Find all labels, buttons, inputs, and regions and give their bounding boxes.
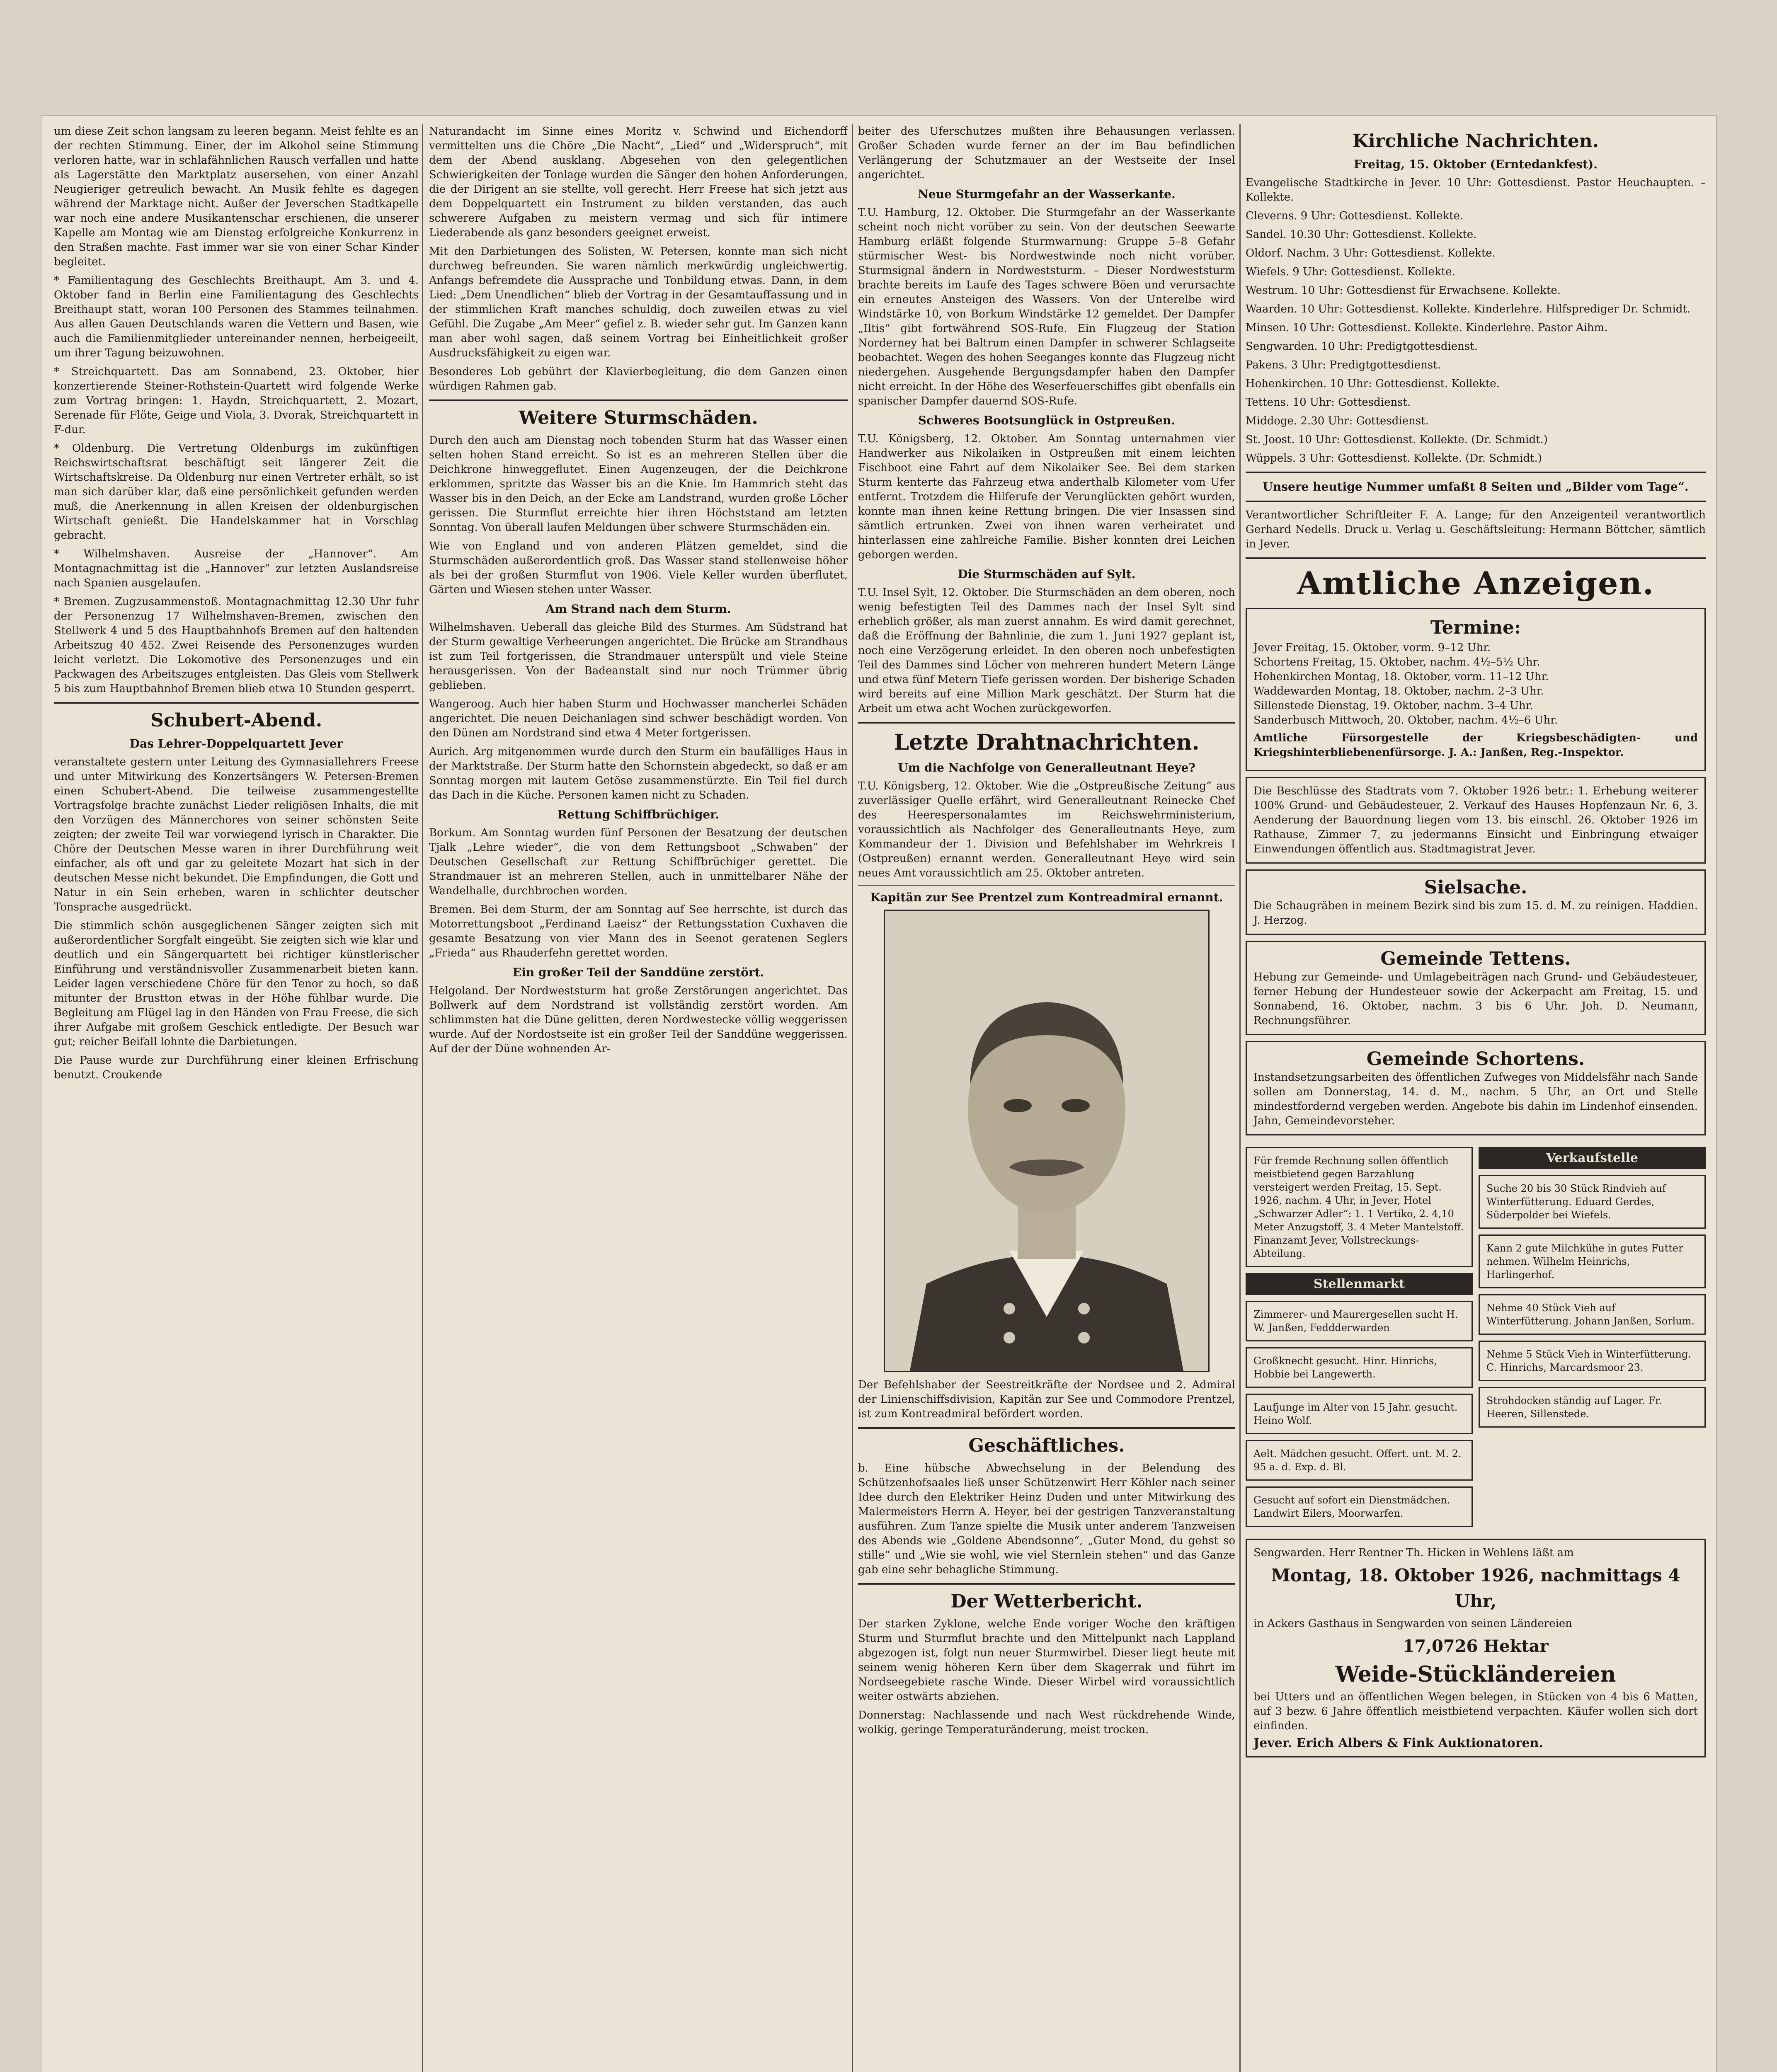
column-1 <box>54 124 419 2072</box>
auction-place: in Ackers Gasthaus in Sengwarden von seinen Ländereien <box>1253 1617 1572 1630</box>
church-line: Tettens. 10 Uhr: Gottesdienst. <box>1246 396 1411 409</box>
portrait-illustration <box>885 911 1208 1371</box>
article-paragraph: Naturandacht im Sinne eines Moritz v. Schwind und Eichendorff vermittelten uns die Chöre „Die Nacht“, „Lied“ und „Widerspruch“, mit dem der Abend ausklang. Abgesehen von den gelegentlichen Schwierigkeiten der Tonlage wurden die Sänger den hohen Anforderungen, die der Dirigent an sie stellte, voll gerecht. Herr Freese hat sich jetzt aus dem Doppelquartett ein Instrument zu bilden verstanden, das auch schwerere Aufgaben zu meistern vermag und sich für intimere Liederabende als ganz besonders geeignet erweist. <box>429 125 848 239</box>
sielsache-box <box>1246 869 1706 935</box>
subheading: Ein großer Teil der Sanddüne zerstört. <box>512 966 764 979</box>
article-paragraph: Helgoland. Der Nordweststurm hat große Zerstörungen angerichtet. Das Bollwerk auf dem Nordstrand ist vollständig zerstört worden. Am schlimmsten hat die Düne gelitten, deren Nordwestecke völlig weggerissen wurde. Auf der Nordostseite ist ein großer Teil der Sanddüne weggerissen. Auf der der Düne wohnenden Ar- <box>429 985 848 1055</box>
column-3 <box>858 124 1235 2072</box>
schortens-box <box>1246 1041 1706 1135</box>
article-paragraph: Aurich. Arg mitgenommen wurde durch den Sturm ein baufälliges Haus in der Marktstraße. Der Sturm hatte den Schornstein abgedeckt, so daß er am Sonntag morgen mit lautem Getöse zusammenstürzte. Ein Teil fiel durch das Dach in die Küche. Personen kamen nicht zu Schaden. <box>429 746 848 801</box>
column-rule <box>1239 124 1241 2072</box>
article-paragraph: Wangeroog. Auch hier haben Sturm und Hochwasser mancherlei Schäden angerichtet. Die neuen Deichanlagen sind schwer beschädigt worden. Von den Dünen am Nordstrand sind etwa 4 Meter fortgerissen. <box>429 698 848 739</box>
heading-amtliche-anzeigen: Amtliche Anzeigen. <box>1297 565 1655 602</box>
church-line: Minsen. 10 Uhr: Gottesdienst. Kollekte. Kinderlehre. Pastor Aihm. <box>1246 322 1608 334</box>
ad-rindvieh: Suche 20 bis 30 Stück Rindvieh auf Winterfütterung. Eduard Gerdes, Süderpolder bei Wiefels. <box>1479 1175 1706 1229</box>
auction-title: Weide-Stückländereien <box>1335 1662 1616 1687</box>
subheading: Kapitän zur See Prentzel zum Kontreadmiral ernannt. <box>870 891 1223 904</box>
subheading: Rettung Schiffbrüchiger. <box>557 808 720 821</box>
heading-kirchliche: Kirchliche Nachrichten. <box>1352 131 1599 152</box>
tettens-box <box>1246 941 1706 1035</box>
termine-line: Waddewarden Montag, 18. Oktober, nachm. 2–3 Uhr. <box>1253 685 1544 697</box>
ad-dienstmaedchen: Gesucht auf sofort ein Dienstmädchen. Landwirt Eilers, Moorwarfen. <box>1246 1486 1473 1527</box>
article-paragraph: Die Pause wurde zur Durchführung einer kleinen Erfrischung benutzt. Croukende <box>54 1054 419 1081</box>
auction-ad <box>1246 1539 1706 1757</box>
ad-versteigerung: Für fremde Rechnung sollen öffentlich meistbietend gegen Barzahlung versteigert werden Freitag, 15. Sept. 1926, nachm. 4 Uhr, in Jever, Hotel „Schwarzer Adler“: 1. 1 Vertiko, 2. 4,10 Meter Anzugstoff, 3. 4 Meter Mantelstoff. Finanzamt Jever, Vollstreckungs-Abteilung. <box>1246 1147 1473 1267</box>
auction-signature: Jever. Erich Albers & Fink Auktionatoren. <box>1253 1736 1543 1750</box>
heading-geschaeftliches: Geschäftliches. <box>968 1435 1125 1456</box>
ad-vieh-40: Nehme 40 Stück Vieh auf Winterfütterung. Johann Janßen, Sorlum. <box>1479 1294 1706 1335</box>
church-line: Waarden. 10 Uhr: Gottesdienst. Kollekte. Kinderlehre. Hilfsprediger Dr. Schmidt. <box>1246 303 1691 315</box>
article-paragraph: veranstaltete gestern unter Leitung des Gymnasiallehrers Freese und unter Mitwirkung des Konzertsängers W. Petersen-Bremen einen Schubert-Abend. Die teilweise zusammengestellte Vortragsfolge brachte zunächst Lieder religiösen Inhalts, die mit den Vorzügen des Männerchores von seiner schönsten Seite zeigten; der zweite Teil war vorwiegend lyrisch in Charakter. Die Chöre der Deutschen Messe waren in ihrer Durchführung weit einfacher, als oft und gar zu geleitete Mozart hat sich in der deutschen Messe nicht bekundet. Die Empfindungen, die Gott und Natur in ein Sein erheben, waren in schlichter deutscher Tonsprache ausgedrückt. <box>54 756 419 913</box>
church-line: Cleverns. 9 Uhr: Gottesdienst. Kollekte. <box>1246 210 1464 222</box>
admiral-portrait <box>884 910 1210 1372</box>
verkauf-banner: Verkaufstelle <box>1479 1147 1706 1169</box>
heading-drahtnachrichten: Letzte Drahtnachrichten. <box>894 730 1200 755</box>
article-paragraph: Die stimmlich schön ausgeglichenen Sänger zeigten sich mit außerordentlicher Sorgfalt eingeübt. Sie zeigten sich wie klar und deutlich und ein Sängerquartett bei richtiger künstlerischer Einführung und verständnisvoller Zusammenarbeit bieten kann. Leider lagen verschiedene Chöre für den Tenor zu hoch, so daß mitunter der Brustton etwas in der Höhe fühlbar wurde. Die Begleitung am Flügel lag in den Händen von Frau Freese, die sich ihrer Aufgabe mit großem Geschick entledigte. Der Besuch war gut; reicher Beifall lohnte die Darbietungen. <box>54 920 419 1048</box>
section-divider <box>858 722 1235 724</box>
article-paragraph: Der starken Zyklone, welche Ende voriger Woche den kräftigen Sturm und Sturmflut brachte und den Mittelpunkt nach Lappland abgezogen ist, folgt nun neuer Sturmwirbel. Dieser liegt heute mit seinem wenig höheren Kern über dem Skagerrak und führt im Nordseegebiete rasche Winde. Dieser Wirbel wird voraussichtlich weiter ostwärts abziehen. <box>858 1618 1235 1703</box>
termine-line: Sillenstede Dienstag, 19. Oktober, nachm. 3–4 Uhr. <box>1253 700 1533 712</box>
section-divider <box>858 1583 1235 1585</box>
article-paragraph: * Bremen. Zugzusammenstoß. Montagnachmittag 12.30 Uhr fuhr der Personenzug 17 Wilhelmshaven-Bremen, zwischen den Stellwerk 4 und 5 des Hauptbahnhofs Bremen auf den haltenden Arbeitszug 40 452. Zwei Reisende des Personenzuges wurden leicht verletzt. Die Lokomotive des Personenzuges und ein Packwagen des Arbeitszuges entgleisten. Das Gleis vom Stellwerk 5 bis zum Hauptbahnhof Bremen blieb etwa 10 Stunden gesperrt. <box>54 595 419 695</box>
column-2 <box>429 124 848 2072</box>
section-divider <box>1246 501 1706 502</box>
subheading: Neue Sturmgefahr an der Wasserkante. <box>918 187 1176 201</box>
subheading: Schweres Bootsunglück in Ostpreußen. <box>918 414 1176 427</box>
section-divider <box>1246 472 1706 473</box>
termine-title: Termine: <box>1430 617 1521 638</box>
subheading: Die Sturmschäden auf Sylt. <box>958 567 1136 581</box>
article-paragraph: T.U. Insel Sylt, 12. Oktober. Die Sturmschäden an dem oberen, noch wenig befestigten Teil des Dammes nach der Insel Sylt sind erheblich größer, als man zuerst annahm. Es wird damit gerechnet, daß die Eröffnung der Bahnlinie, die zum 1. Juni 1927 geplant ist, noch eine Verzögerung erleidet. In den oberen noch unbefestigten Teil des Dammes sind Löcher von mehreren hundert Metern Länge und etwa fünf Metern Tiefe gerissen worden. Der bisherige Schaden wird bereits auf eine Million Mark geschätzt. Der Sturm hat die Arbeit um etwa acht Wochen zurückgeworfen. <box>858 586 1235 715</box>
church-line: Middoge. 2.30 Uhr: Gottesdienst. <box>1246 415 1429 427</box>
stadtrat-text: Die Beschlüsse des Stadtrats vom 7. Oktober 1926 betr.: 1. Erhebung weiterer 100% Grund- und Gebäudesteuer, 2. Verkauf des Hauses Hopfenzaun Nr. 6, 3. Aenderung der Bauordnung liegen vom 13. bis einschl. 26. Oktober 1926 im Rathause, Zimmer 7, zu jedermanns Einsicht und Einbringung etwaiger Einwendungen öffentlich aus. Stadtmagistrat Jever. <box>1253 785 1698 855</box>
article-paragraph: * Wilhelmshaven. Ausreise der „Hannover“. Am Montagnachmittag ist die „Hannover“ zur letzten Auslandsreise nach Spanien ausgelaufen. <box>54 548 419 589</box>
stellenmarkt-banner: Stellenmarkt <box>1246 1273 1473 1295</box>
termine-footer: Amtliche Fürsorgestelle der Kriegsbeschädigten- und Kriegshinterbliebenenfürsorge. J. A.: Janßen, Reg.-Inspektor. <box>1253 732 1698 759</box>
ad-laufjunge: Laufjunge im Alter von 15 Jahr. gesucht. Heino Wolf. <box>1246 1394 1473 1434</box>
tettens-text: Hebung zur Gemeinde- und Umlagebeiträgen nach Grund- und Gebäudesteuer, ferner Hebung der Hundesteuer sowie der Ackerpacht am Freitag, 15. und Sonnabend, 16. Oktober, nachm. 3 bis 6 Uhr. Joh. D. Neumann, Rechnungsführer. <box>1253 971 1698 1027</box>
section-divider <box>858 885 1235 886</box>
ad-maedchen: Aelt. Mädchen gesucht. Offert. unt. M. 2. 95 a. d. Exp. d. Bl. <box>1246 1440 1473 1481</box>
ad-vieh-5: Nehme 5 Stück Vieh in Winterfütterung. C. Hinrichs, Marcardsmoor 23. <box>1479 1341 1706 1381</box>
issue-notice: Unsere heutige Nummer umfaßt 8 Seiten und „Bilder vom Tage“. <box>1263 480 1689 494</box>
church-line: Wiefels. 9 Uhr: Gottesdienst. Kollekte. <box>1246 266 1455 278</box>
article-paragraph: Besonderes Lob gebührt der Klavierbegleitung, die dem Ganzen einen würdigen Rahmen gab. <box>429 366 848 392</box>
article-paragraph: * Streichquartett. Das am Sonnabend, 23. Oktober, hier konzertierende Steiner-Rothstein-Quartett wird folgende Werke zum Vortrag bringen: 1. Haydn, Streichquartett, 2. Mozart, Serenade für Flöte, Geige und Viola, 3. Dvorak, Streichquartett in F-dur. <box>54 366 419 436</box>
section-divider <box>429 399 848 401</box>
auction-text: bei Utters und an öffentlichen Wegen belegen, in Stücken von 4 bis 6 Matten, auf 3 bezw. 6 Jahre öffentlich meistbietend verpachten. Käufer wollen sich dort einfinden. <box>1253 1691 1698 1732</box>
ad-zimmerer: Zimmerer- und Maurergesellen sucht H. W. Janßen, Feddderwarden <box>1246 1301 1473 1341</box>
article-paragraph: * Familientagung des Geschlechts Breithaupt. Am 3. und 4. Oktober fand in Berlin eine Familientagung des Geschlechts Breithaupt statt, woran 100 Personen des Stammes teilnahmen. Aus allen Gauen Deutschlands waren die Vettern und Basen, wie auch die Familienmitglieder untereinander nennen, herbeigeeilt, um ihrer Tagung beizuwohnen. <box>54 274 419 359</box>
ads-left-column <box>1246 1141 1473 1533</box>
section-divider <box>858 1427 1235 1429</box>
heading-wetterbericht: Der Wetterbericht. <box>950 1591 1143 1612</box>
church-line: Evangelische Stadtkirche in Jever. 10 Uhr: Gottesdienst. Pastor Heuchaupten. – Kollekte. <box>1246 177 1706 203</box>
church-line: Wüppels. 3 Uhr: Gottesdienst. Kollekte. (Dr. Schmidt.) <box>1246 452 1542 465</box>
church-line: Pakens. 3 Uhr: Predigtgottesdienst. <box>1246 359 1441 371</box>
auction-head: Sengwarden. Herr Rentner Th. Hicken in Wehlens läßt am <box>1253 1547 1574 1559</box>
section-divider <box>54 702 419 704</box>
church-line: Sandel. 10.30 Uhr: Gottesdienst. Kollekte. <box>1246 228 1477 241</box>
church-line: St. Joost. 10 Uhr: Gottesdienst. Kollekte. (Dr. Schmidt.) <box>1246 433 1548 446</box>
sielsache-text: Die Schaugräben in meinem Bezirk sind bis zum 15. d. M. zu reinigen. Haddien. J. Herzog. <box>1253 900 1698 927</box>
article-paragraph: Wilhelmshaven. Ueberall das gleiche Bild des Sturmes. Am Südstrand hat der Sturm gewaltige Verheerungen angerichtet. Die Brücke am Strandhaus ist zum Teil fortgerissen, die Strandmauer unterspült und viele Steine herausgerissen. Von der Badeanstalt sind nur noch Trümmer übrig geblieben. <box>429 621 848 692</box>
subheading: Das Lehrer-Doppelquartett Jever <box>129 737 343 750</box>
ad-milchkuehe: Kann 2 gute Milchkühe in gutes Futter nehmen. Wilhelm Heinrichs, Harlingerhof. <box>1479 1234 1706 1288</box>
classified-ads <box>1246 1141 1706 1533</box>
church-line: Sengwarden. 10 Uhr: Predigtgottesdienst. <box>1246 340 1478 353</box>
termine-line: Jever Freitag, 15. Oktober, vorm. 9–12 Uhr. <box>1253 641 1491 654</box>
sielsache-title: Sielsache. <box>1424 877 1527 898</box>
section-divider <box>1246 557 1706 559</box>
article-paragraph: beiter des Uferschutzes mußten ihre Behausungen verlassen. Großer Schaden wurde ferner an der im Bau befindlichen Verlängerung der Schutzmauer an der Westseite der Insel angerichtet. <box>858 125 1235 181</box>
church-line: Oldorf. Nachm. 3 Uhr: Gottesdienst. Kollekte. <box>1246 247 1496 259</box>
termine-line: Sanderbusch Mittwoch, 20. Oktober, nachm. 4½–6 Uhr. <box>1253 714 1558 726</box>
subheading: Freitag, 15. Oktober (Erntedankfest). <box>1354 157 1598 171</box>
article-paragraph: um diese Zeit schon langsam zu leeren begann. Meist fehlte es an der rechten Stimmung. Einer, der im Alkohol seine Stimmung verloren hatte, war in schlafähnlichen Rausch verfallen und hatte als Lagerstätte den Marktplatz ausersehen, von einer Anzahl Neugieriger getreulich bewacht. An Musik fehlte es dagegen während der Marktage nicht. Außer der Jeverschen Stadtkapelle war noch eine andere Musikantenschar erschienen, die unserer Kapelle am Montag wie am Dienstag erfolgreiche Konkurrenz in den Straßen machte. Fast immer war sie von einer Schar Kinder begleitet. <box>54 125 419 268</box>
article-paragraph: T.U. Königsberg, 12. Oktober. Am Sonntag unternahmen vier Handwerker aus Nikolaiken in Ostpreußen mit einem leichten Fischboot eine Fahrt auf dem Nikolaiker See. Bei dem starken Sturm kenterte das Fahrzeug etwa anderthalb Kilometer vom Ufer entfernt. Trotzdem die Hilferufe der Verunglückten gehört wurden, konnte man ihnen keine Rettung bringen. Die vier Insassen sind sämtlich ertrunken. Zwei von ihnen waren verheiratet und hinterlassen eine zahlreiche Familie. Bisher konnten drei Leichen geborgen werden. <box>858 433 1235 561</box>
article-paragraph: b. Eine hübsche Abwechselung in der Belendung des Schützenhofsaales ließ unser Schützenwirt Herr Köhler nach seiner Idee durch den Elektriker Heinz Duden und unter Mitwirkung des Malermeisters Herrn A. Heyer, bei der gestrigen Tanzveranstaltung ausführen. Zum Tanze spielte die Musik unter anderem Tanzweisen des Abends wie „Goldene Abendsonne“, „Guter Mond, du gehst so stille“ und „Wie sie wohl, wie viel Sternlein stehen“ und das Ganze gab eine sehr behagliche Stimmung. <box>858 1462 1235 1576</box>
article-paragraph: Borkum. Am Sonntag wurden fünf Personen der Besatzung der deutschen Tjalk „Lehre wieder“, die von dem Rettungsboot „Schwaben“ der Deutschen Gesellschaft zur Rettung Schiffbrüchiger gerettet. Die Strandmauer ist an mehreren Stellen, auch in unmittelbarer Nähe der Wandelhalle, durchbrochen worden. <box>429 827 848 897</box>
newspaper-page <box>41 116 1716 2072</box>
stadtrat-box <box>1246 777 1706 864</box>
subheading: Um die Nachfolge von Generalleutnant Heye? <box>898 761 1195 775</box>
article-paragraph: Mit den Darbietungen des Solisten, W. Petersen, konnte man sich nicht durchweg befreunden. Sie waren nämlich merkwürdig ungleichwertig. Anfangs befremdete die Aussprache und Tonbildung etwas. Dann, in dem Lied: „Dem Unendlichen“ blieb der Vortrag in der Gesamtauffassung und in der stimmlichen Kraft manches schuldig, doch zuweilen etwas zu viel Gefühl. Die Zugabe „Am Meer“ gefiel z. B. wieder sehr gut. Im Ganzen kann man aber wohl sagen, daß seinem Vortrag bei Einheitlichkeit großer Ausdrucksfähigkeit zu eigen war. <box>429 245 848 359</box>
termine-box <box>1246 608 1706 771</box>
ads-right-column <box>1479 1141 1706 1533</box>
article-paragraph: Donnerstag: Nachlassende und nach West rückdrehende Winde, wolkig, geringe Temperaturänderung, meist trocken. <box>858 1709 1235 1736</box>
article-paragraph: T.U. Hamburg, 12. Oktober. Die Sturmgefahr an der Wasserkante scheint noch nicht vorüber zu sein. Von der deutschen Seewarte Hamburg erläßt folgende Sturmwarnung: Gruppe 5–8 Gefahr stürmischer West- bis Nordwestwinde noch nicht vorüber. Sturmsignal ändern in Nordweststurm. – Dieser Nordweststurm brachte bereits im Laufe des Tages schwere Böen und verursachte ein erneutes Ansteigen des Wassers. Von der Unterelbe wird Windstärke 10, von Borkum Windstärke 12 gemeldet. Der Dampfer „Iltis“ gibt fortwährend SOS-Rufe. Ein Flugzeug der Station Norderney hat bei Baltrum einen Dampfer in schwerer Schlagseite beobachtet. Wegen des hohen Seeganges konnte das Flugzeug nicht niedergehen. Ausgehende Bergungsdampfer haben den Dampfer nicht erreicht. In der Höhe des Weserfeuerschiffes gibt ebenfalls ein spanischer Dampfer dauernd SOS-Rufe. <box>858 206 1235 407</box>
article-paragraph: Bremen. Bei dem Sturm, der am Sonntag auf See herrschte, ist durch das Motorrettungsboot „Ferdinand Laeisz“ der Rettungsstation Cuxhaven die gesamte Besatzung von vier Mann des in Seenot geratenen Seglers „Frieda“ aus Rhauderfehn gerettet worden. <box>429 903 848 959</box>
subheading: Am Strand nach dem Sturm. <box>545 602 731 616</box>
schortens-text: Instandsetzungsarbeiten des öffentlichen Zufweges von Middelsfähr nach Sande sollen am Donnerstag, 14. d. M., nachm. 5 Uhr, an Ort und Stelle mindestfordernd vergeben werden. Angebote bis dahin im Lindenhof einsenden. Jahn, Gemeindevorsteher. <box>1253 1071 1698 1127</box>
auction-area: 17,0726 Hektar <box>1403 1636 1549 1656</box>
ad-strohdocken: Strohdocken ständig auf Lager. Fr. Heeren, Sillenstede. <box>1479 1387 1706 1428</box>
article-paragraph: Wie von England und von anderen Plätzen gemeldet, sind die Sturmschäden außerordentlich groß. Das Wasser stand stellenweise höher als bei der großen Sturmflut von 1906. Viele Keller wurden überflutet, Gärten und Wiesen stehen unter Wasser. <box>429 540 848 596</box>
auction-date: Montag, 18. Oktober 1926, nachmittags 4 Uhr, <box>1271 1565 1680 1611</box>
article-paragraph: T.U. Königsberg, 12. Oktober. Wie die „Ostpreußische Zeitung“ aus zuverlässiger Quelle erfährt, wird Generalleutnant Reinecke Chef des Heerespersonalamtes im Reichswehrministerium, voraussichtlich als Nachfolger des Generalleutnants Heye, zum Kommandeur der 1. Division und Befehlshaber im Wehrkreis I (Ostpreußen) ernannt werden. Generalleutnant Heye wird sein neues Amt voraussichtlich am 25. Oktober antreten. <box>858 780 1235 879</box>
column-4 <box>1246 124 1706 2072</box>
column-rule <box>852 124 853 2072</box>
termine-line: Schortens Freitag, 15. Oktober, nachm. 4½–5½ Uhr. <box>1253 656 1540 668</box>
ad-grossknecht: Großknecht gesucht. Hinr. Hinrichs, Hobbie bei Langewerth. <box>1246 1347 1473 1388</box>
column-rule <box>422 124 423 2072</box>
church-line: Westrum. 10 Uhr: Gottesdienst für Erwachsene. Kollekte. <box>1246 284 1561 297</box>
article-paragraph: Durch den auch am Dienstag noch tobenden Sturm hat das Wasser einen selten hohen Stand erreicht. So ist es an mehreren Stellen über die Deichkrone hinweggeflutet. Einen Augenzeugen, der die Deichkrone erklommen, spritzte das Wasser bis an die Knie. Im Hammrich steht das Wasser bis in den Deich, an der Ecke am Landstrand, wurden große Löcher gerissen. Die Sturmflut erreichte hier ihren Höchststand am letzten Sonntag. Von überall laufen Meldungen über schwere Sturmschäden ein. <box>429 434 848 534</box>
schortens-title: Gemeinde Schortens. <box>1366 1048 1585 1070</box>
impressum: Verantwortlicher Schriftleiter F. A. Lange; für den Anzeigenteil verantwortlich Gerhard Nedells. Druck u. Verlag u. Geschäftsleitung: Hermann Böttcher, sämtlich in Jever. <box>1246 509 1706 550</box>
article-paragraph: * Oldenburg. Die Vertretung Oldenburgs im zukünftigen Reichswirtschaftsrat beschäftigt seit längerer Zeit die Wirtschaftskreise. Da Oldenburg nur einen Vertreter erhält, so ist man sich darüber klar, daß eine persönlichkeit gefunden werden muß, die Anerkennung in allen Kreisen der oldenburgischen Wirtschaft genießt. Die Handelskammer hat in Vorschlag gebracht. <box>54 442 419 542</box>
church-line: Hohenkirchen. 10 Uhr: Gottesdienst. Kollekte. <box>1246 378 1500 390</box>
portrait-caption: Der Befehlshaber der Seestreitkräfte der Nordsee und 2. Admiral der Linienschiffsdivision, Kapitän zur See und Commodore Prentzel, ist zum Kontreadmiral befördert worden. <box>858 1379 1235 1420</box>
heading-schubert: Schubert-Abend. <box>150 710 322 731</box>
heading-sturmschaeden: Weitere Sturmschäden. <box>519 407 758 428</box>
tettens-title: Gemeinde Tettens. <box>1380 948 1571 969</box>
termine-line: Hohenkirchen Montag, 18. Oktober, vorm. 11–12 Uhr. <box>1253 670 1549 683</box>
